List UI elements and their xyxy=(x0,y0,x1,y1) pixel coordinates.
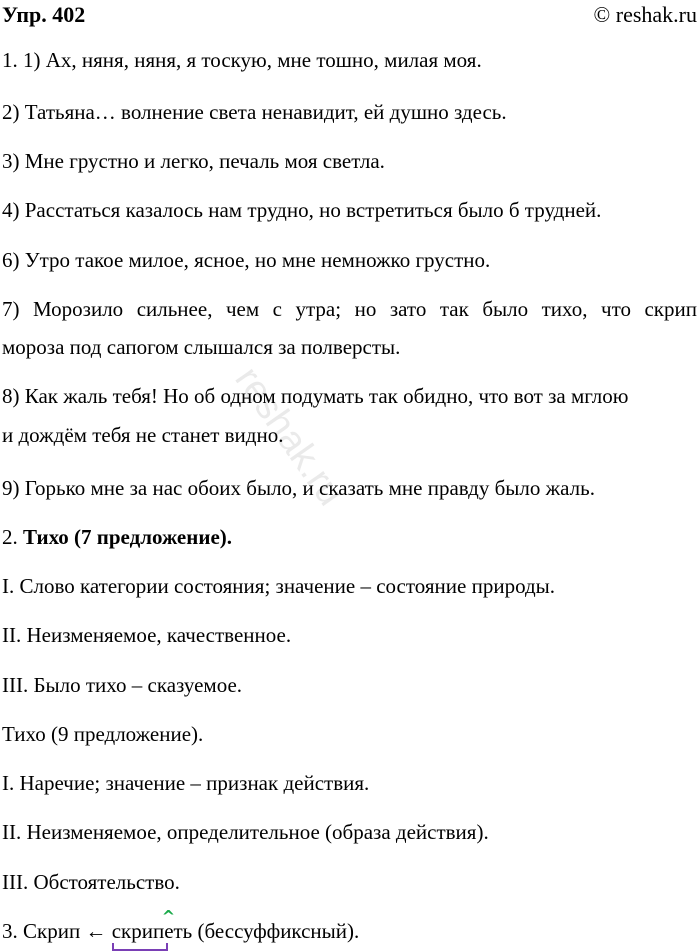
sentence-3: 3) Мне грустно и легко, печаль моя светла. xyxy=(2,149,385,173)
part2-title: Тихо (7 предложение). xyxy=(23,525,233,549)
part2-heading xyxy=(2,525,232,549)
part3-line xyxy=(2,907,360,943)
word-rest: еть xyxy=(164,919,193,943)
root-bracket-icon xyxy=(112,943,168,951)
part2-number: 2. xyxy=(2,525,23,549)
analysis-line: Тихо (9 предложение). xyxy=(2,722,204,746)
sentence-8-line2: и дождём тебя не станет видно. xyxy=(2,423,284,447)
analysis-line: II. Неизменяемое, качественное. xyxy=(2,623,292,647)
watermark: reshak.ru xyxy=(226,359,352,514)
copyright: © reshak.ru xyxy=(593,2,697,27)
exercise-title: Упр. 402 xyxy=(2,2,86,27)
sentence-7-line1: 7) Морозило сильнее, чем с утра; но зато так было тихо, что скрип xyxy=(2,297,697,321)
sentence-2: 2) Татьяна… волнение света ненавидит, ей душно здесь. xyxy=(2,100,507,124)
sentence-8-line1: 8) Как жаль тебя! Но об одном подумать так обидно, что вот за мглою xyxy=(2,384,629,408)
sentence-4: 4) Расстаться казалось нам трудно, но встретиться было б трудней. xyxy=(2,198,602,222)
analysis-line: I. Слово категории состояния; значение – состояние природы. xyxy=(2,574,556,598)
sentence-6: 6) Утро такое милое, ясное, но мне немножко грустно. xyxy=(2,248,491,272)
sentence-1: 1. 1) Ах, няня, няня, я тоскую, мне тошно, милая моя. xyxy=(2,48,482,72)
part3-note: (бессуффиксный). xyxy=(192,919,360,943)
word-root: скрип xyxy=(111,919,165,943)
analysis-line: I. Наречие; значение – признак действия. xyxy=(2,771,370,795)
morpheme-word xyxy=(111,907,193,943)
analysis-line: III. Было тихо – сказуемое. xyxy=(2,673,243,697)
sentence-7-line2: мороза под сапогом слышался за полверсты. xyxy=(2,335,401,359)
analysis-line: III. Обстоятельство. xyxy=(2,870,180,894)
sentence-9: 9) Горько мне за нас обоих было, и сказать мне правду было жаль. xyxy=(2,476,595,500)
analysis-line: II. Неизменяемое, определительное (образа действия). xyxy=(2,820,489,844)
part3-prefix: 3. Скрип ← xyxy=(2,919,112,943)
suffix-caret-icon: ^ xyxy=(161,907,176,926)
